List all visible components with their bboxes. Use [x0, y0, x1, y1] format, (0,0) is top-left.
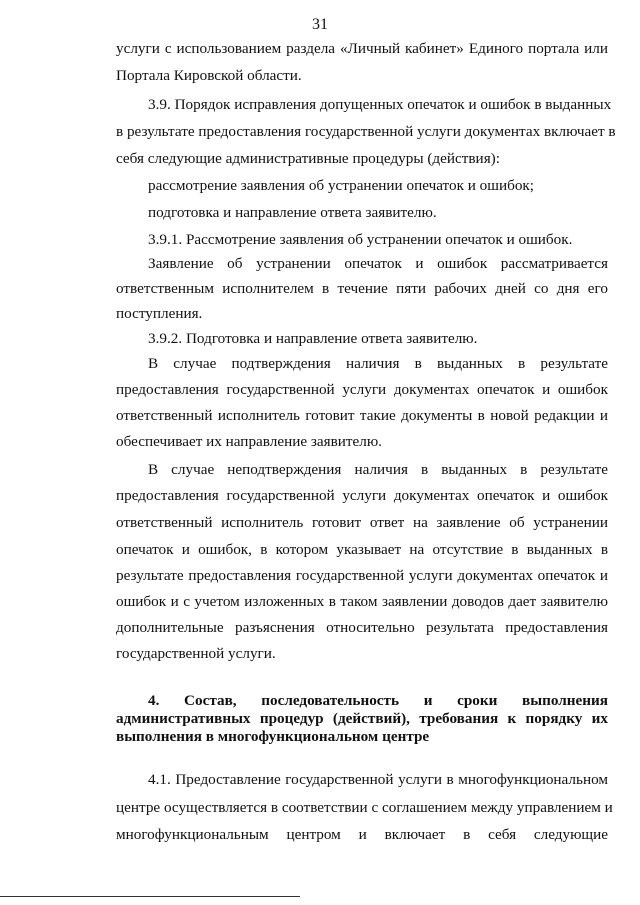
text-line: Портала Кировской области. — [116, 67, 302, 84]
text-line: себя следующие административные процедуры (действия): — [116, 150, 500, 167]
text-line: 3.9.2. Подготовка и направление ответа заявителю. — [148, 330, 478, 347]
section-heading-line: выполнения в многофункциональном центре — [116, 728, 430, 745]
section-heading-line: административных процедур (действий), требования к порядку их — [116, 710, 608, 727]
text-line: ответственный исполнитель готовит ответ на заявление об устранении — [116, 514, 608, 531]
text-line: подготовка и направление ответа заявителю. — [148, 204, 437, 221]
page-number: 31 — [312, 16, 328, 33]
text-line: 3.9.1. Рассмотрение заявления об устранении опечаток и ошибок. — [148, 231, 573, 248]
text-line: В случае подтверждения наличия в выданных в результате — [148, 355, 608, 372]
text-line: опечаток и ошибок, в котором указывает на отсутствие в выданных в — [116, 541, 608, 558]
text-line: ответственным исполнителем в течение пяти рабочих дней со дня его — [116, 280, 608, 297]
text-line: в результате предоставления государственной услуги документах включает в — [116, 123, 616, 140]
text-line: государственной услуги. — [116, 645, 276, 662]
text-line: услуги с использованием раздела «Личный кабинет» Единого портала или — [116, 40, 608, 57]
text-line: обеспечивает их направление заявителю. — [116, 433, 382, 450]
text-line: 3.9. Порядок исправления допущенных опечаток и ошибок в выданных — [148, 96, 612, 113]
section-heading-line: 4. Состав, последовательность и сроки выполнения — [148, 692, 608, 709]
text-line: центре осуществляется в соответствии с соглашением между управлением и — [116, 799, 613, 816]
text-line: ответственный исполнитель готовит такие документы в новой редакции и — [116, 407, 608, 424]
bottom-rule — [0, 896, 300, 897]
text-line: предоставления государственной услуги документах опечаток и ошибок — [116, 487, 608, 504]
text-line: дополнительные разъяснения относительно результата предоставления — [116, 619, 608, 636]
text-line: 4.1. Предоставление государственной услуги в многофункциональном — [148, 771, 608, 788]
text-line: ошибок и с учетом изложенных в таком заявлении доводов дает заявителю — [116, 593, 608, 610]
text-line: Заявление об устранении опечаток и ошибок рассматривается — [148, 255, 608, 272]
text-line: В случае неподтверждения наличия в выданных в результате — [148, 461, 608, 478]
text-line: результате предоставления государственной услуги документах опечаток и — [116, 567, 608, 584]
text-line: рассмотрение заявления об устранении опечаток и ошибок; — [148, 177, 535, 194]
text-line: поступления. — [116, 305, 203, 322]
text-line: предоставления государственной услуги документах опечаток и ошибок — [116, 381, 608, 398]
text-line: многофункциональным центром и включает в себя следующие — [116, 826, 608, 843]
